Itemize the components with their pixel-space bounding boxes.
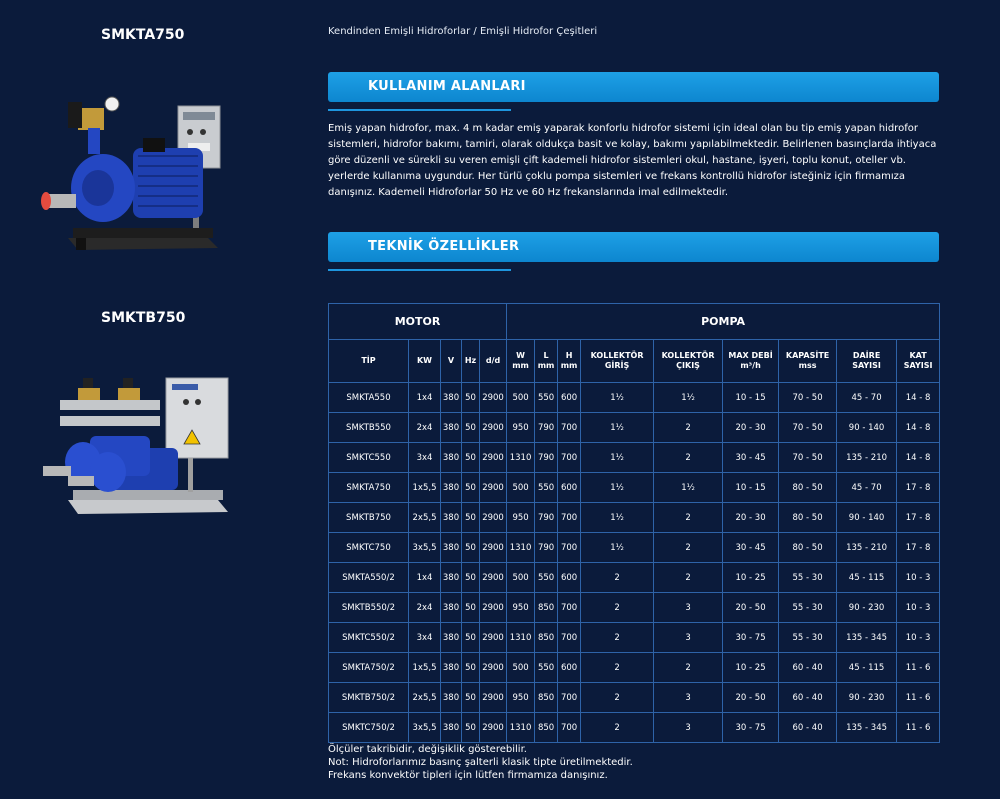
table-cell: 1310 bbox=[507, 713, 535, 743]
usage-section-banner: KULLANIM ALANLARI bbox=[328, 72, 939, 102]
table-cell: 600 bbox=[558, 563, 581, 593]
table-cell: 700 bbox=[558, 533, 581, 563]
table-cell: 20 - 30 bbox=[723, 503, 779, 533]
usage-line: yerlerde kullanıma uygundur. Her türlü çoklu pompa sistemleri ve frekans kontrollü hidrofor isteğiniz için firmamıza bbox=[328, 171, 905, 182]
table-cell: 1½ bbox=[581, 503, 654, 533]
table-cell: 10 - 3 bbox=[897, 593, 940, 623]
table-cell: 950 bbox=[507, 593, 535, 623]
table-cell: 2 bbox=[581, 713, 654, 743]
table-row bbox=[329, 533, 940, 563]
table-cell: 2x5,5 bbox=[409, 683, 441, 713]
column-header bbox=[409, 340, 441, 383]
table-cell: 10 - 25 bbox=[723, 563, 779, 593]
table-cell: 135 - 210 bbox=[837, 443, 897, 473]
table-cell: 790 bbox=[535, 533, 558, 563]
table-cell: 3 bbox=[654, 713, 723, 743]
product-title-smktb750: SMKTB750 bbox=[101, 310, 186, 326]
table-cell: 2 bbox=[581, 653, 654, 683]
table-cell: 80 - 50 bbox=[779, 533, 837, 563]
table-row bbox=[329, 623, 940, 653]
table-cell: 50 bbox=[462, 443, 480, 473]
column-header bbox=[654, 340, 723, 383]
table-cell: 2900 bbox=[480, 713, 507, 743]
table-cell: 2900 bbox=[480, 413, 507, 443]
column-header-label: L bbox=[543, 351, 549, 360]
table-cell: 70 - 50 bbox=[779, 443, 837, 473]
table-cell: 60 - 40 bbox=[779, 653, 837, 683]
table-cell: 45 - 70 bbox=[837, 383, 897, 413]
table-cell: 135 - 345 bbox=[837, 623, 897, 653]
table-cell: 10 - 3 bbox=[897, 563, 940, 593]
table-cell: SMKTB750/2 bbox=[329, 683, 409, 713]
table-cell: 55 - 30 bbox=[779, 623, 837, 653]
table-cell: 380 bbox=[441, 653, 462, 683]
column-header-label: TİP bbox=[361, 356, 376, 365]
column-header-label: Hz bbox=[464, 356, 477, 365]
usage-line: danışınız. Kademeli Hidroforlar 50 Hz ve 60 Hz frekanslarında imal edilmektedir. bbox=[328, 187, 729, 198]
table-cell: 50 bbox=[462, 413, 480, 443]
table-cell: 380 bbox=[441, 413, 462, 443]
table-cell: 70 - 50 bbox=[779, 413, 837, 443]
usage-underline bbox=[328, 109, 511, 111]
table-cell: SMKTB750 bbox=[329, 503, 409, 533]
table-cell: 2900 bbox=[480, 653, 507, 683]
table-cell: 1310 bbox=[507, 443, 535, 473]
table-cell: 11 - 6 bbox=[897, 653, 940, 683]
table-cell: 11 - 6 bbox=[897, 683, 940, 713]
column-header bbox=[480, 340, 507, 383]
column-header bbox=[329, 340, 409, 383]
group-header-pompa: POMPA bbox=[507, 304, 940, 340]
table-cell: 3x5,5 bbox=[409, 533, 441, 563]
column-header bbox=[723, 340, 779, 383]
table-cell: SMKTC750 bbox=[329, 533, 409, 563]
column-header-label: d/d bbox=[485, 356, 501, 365]
table-row bbox=[329, 503, 940, 533]
table-cell: 700 bbox=[558, 683, 581, 713]
tech-section-banner: TEKNİK ÖZELLİKLER bbox=[328, 232, 939, 262]
table-cell: 2900 bbox=[480, 563, 507, 593]
table-cell: 14 - 8 bbox=[897, 443, 940, 473]
table-row bbox=[329, 713, 940, 743]
column-header-label: H bbox=[565, 351, 573, 360]
table-cell: 17 - 8 bbox=[897, 503, 940, 533]
table-cell: 45 - 115 bbox=[837, 653, 897, 683]
table-cell: 90 - 140 bbox=[837, 503, 897, 533]
table-cell: SMKTC750/2 bbox=[329, 713, 409, 743]
table-cell: 500 bbox=[507, 383, 535, 413]
table-row bbox=[329, 563, 940, 593]
table-cell: 60 - 40 bbox=[779, 683, 837, 713]
product-title-smkta750: SMKTA750 bbox=[101, 27, 185, 43]
column-header-unit: SAYISI bbox=[852, 361, 881, 370]
note-line: Ölçüler takribidir, değişiklik gösterebilir. bbox=[328, 744, 527, 755]
column-header-unit: ÇIKIŞ bbox=[676, 361, 700, 370]
table-cell: 50 bbox=[462, 563, 480, 593]
table-cell: 60 - 40 bbox=[779, 713, 837, 743]
table-cell: 3 bbox=[654, 623, 723, 653]
note-line: Frekans konvektör tipleri için lütfen firmamıza danışınız. bbox=[328, 770, 608, 781]
table-cell: 135 - 345 bbox=[837, 713, 897, 743]
table-cell: 135 - 210 bbox=[837, 533, 897, 563]
table-cell: 700 bbox=[558, 593, 581, 623]
table-cell: 3x4 bbox=[409, 443, 441, 473]
table-cell: 1310 bbox=[507, 533, 535, 563]
table-cell: SMKTB550 bbox=[329, 413, 409, 443]
column-header-label: DAİRE bbox=[852, 351, 881, 360]
table-cell: 2 bbox=[654, 503, 723, 533]
table-cell: 10 - 15 bbox=[723, 473, 779, 503]
table-cell: 10 - 3 bbox=[897, 623, 940, 653]
table-cell: 2 bbox=[581, 683, 654, 713]
pump-image-double bbox=[38, 372, 238, 522]
table-cell: 550 bbox=[535, 383, 558, 413]
table-cell: 600 bbox=[558, 383, 581, 413]
column-header-unit: mm bbox=[537, 361, 555, 370]
table-cell: 1½ bbox=[581, 473, 654, 503]
table-row bbox=[329, 413, 940, 443]
table-cell: 45 - 70 bbox=[837, 473, 897, 503]
usage-line: Emiş yapan hidrofor, max. 4 m kadar emiş yaparak konforlu hidrofor sistemi için ideal olan bu tip emiş yapan hidrofor bbox=[328, 123, 918, 134]
usage-line: göre düzenli ve sürekli su veren emişli çift kademeli hidrofor sistemleri okul, hastane, işyeri, toplu konut, oteller vb. bbox=[328, 155, 906, 166]
column-header-label: KOLLEKTÖR bbox=[661, 351, 715, 360]
table-cell: 1x5,5 bbox=[409, 473, 441, 503]
table-cell: 1½ bbox=[581, 383, 654, 413]
table-cell: 30 - 45 bbox=[723, 533, 779, 563]
table-cell: 2 bbox=[654, 443, 723, 473]
table-cell: 700 bbox=[558, 503, 581, 533]
breadcrumb[interactable]: Kendinden Emişli Hidroforlar / Emişli Hidrofor Çeşitleri bbox=[328, 26, 598, 37]
table-cell: SMKTA750 bbox=[329, 473, 409, 503]
column-header bbox=[581, 340, 654, 383]
table-cell: 50 bbox=[462, 653, 480, 683]
column-header bbox=[897, 340, 940, 383]
table-cell: SMKTA550 bbox=[329, 383, 409, 413]
table-cell: 17 - 8 bbox=[897, 533, 940, 563]
table-cell: SMKTB550/2 bbox=[329, 593, 409, 623]
table-cell: 20 - 50 bbox=[723, 593, 779, 623]
table-cell: 380 bbox=[441, 623, 462, 653]
table-cell: 2 bbox=[654, 413, 723, 443]
table-cell: SMKTA550/2 bbox=[329, 563, 409, 593]
table-cell: 850 bbox=[535, 623, 558, 653]
table-cell: 30 - 45 bbox=[723, 443, 779, 473]
table-cell: 700 bbox=[558, 413, 581, 443]
table-cell: 700 bbox=[558, 443, 581, 473]
tech-underline bbox=[328, 269, 511, 271]
table-cell: 2900 bbox=[480, 473, 507, 503]
table-cell: 600 bbox=[558, 653, 581, 683]
column-header-label: KOLLEKTÖR bbox=[590, 351, 644, 360]
table-row bbox=[329, 653, 940, 683]
table-cell: 80 - 50 bbox=[779, 503, 837, 533]
column-header-label: W bbox=[516, 351, 525, 360]
table-cell: 2 bbox=[654, 533, 723, 563]
table-cell: 70 - 50 bbox=[779, 383, 837, 413]
table-cell: 850 bbox=[535, 593, 558, 623]
table-cell: 1x4 bbox=[409, 563, 441, 593]
column-header-label: KW bbox=[416, 356, 433, 365]
table-cell: 50 bbox=[462, 473, 480, 503]
table-cell: 55 - 30 bbox=[779, 563, 837, 593]
column-header bbox=[507, 340, 535, 383]
table-cell: 2900 bbox=[480, 593, 507, 623]
table-cell: 550 bbox=[535, 653, 558, 683]
table-cell: 50 bbox=[462, 623, 480, 653]
table-cell: 50 bbox=[462, 383, 480, 413]
table-cell: 11 - 6 bbox=[897, 713, 940, 743]
table-cell: 2900 bbox=[480, 623, 507, 653]
table-cell: 2900 bbox=[480, 503, 507, 533]
table-cell: 20 - 50 bbox=[723, 683, 779, 713]
table-cell: 10 - 25 bbox=[723, 653, 779, 683]
column-header-label: V bbox=[447, 356, 455, 365]
table-cell: 1½ bbox=[654, 473, 723, 503]
table-cell: 950 bbox=[507, 413, 535, 443]
table-cell: SMKTC550/2 bbox=[329, 623, 409, 653]
table-cell: 790 bbox=[535, 413, 558, 443]
column-header bbox=[779, 340, 837, 383]
table-cell: 1½ bbox=[581, 533, 654, 563]
table-cell: 17 - 8 bbox=[897, 473, 940, 503]
table-cell: 2 bbox=[581, 593, 654, 623]
table-row bbox=[329, 443, 940, 473]
note-line: Not: Hidroforlarımız basınç şalterli klasik tipte üretilmektedir. bbox=[328, 757, 633, 768]
table-row bbox=[329, 383, 940, 413]
table-cell: 2x4 bbox=[409, 413, 441, 443]
column-header-unit: mm bbox=[512, 361, 529, 370]
table-cell: 380 bbox=[441, 383, 462, 413]
column-header bbox=[558, 340, 581, 383]
table-cell: 20 - 30 bbox=[723, 413, 779, 443]
column-header-unit: mss bbox=[798, 361, 817, 370]
table-cell: 80 - 50 bbox=[779, 473, 837, 503]
usage-line: sistemleri, hidrofor bakımı, tamiri, olarak oldukça basit ve kolay, bakımı yapılabilmektedir. Belirlenen basınçlarda ihtiyaca bbox=[328, 139, 937, 150]
table-cell: 380 bbox=[441, 563, 462, 593]
table-cell: 2900 bbox=[480, 443, 507, 473]
table-row bbox=[329, 473, 940, 503]
table-cell: 45 - 115 bbox=[837, 563, 897, 593]
table-cell: 10 - 15 bbox=[723, 383, 779, 413]
table-cell: 950 bbox=[507, 503, 535, 533]
usage-description bbox=[328, 121, 943, 201]
table-cell: 3x5,5 bbox=[409, 713, 441, 743]
table-cell: 50 bbox=[462, 683, 480, 713]
notes bbox=[328, 743, 633, 782]
column-header-label: KAT bbox=[909, 351, 927, 360]
table-cell: 2 bbox=[654, 563, 723, 593]
table-cell: 1½ bbox=[581, 443, 654, 473]
table-cell: 380 bbox=[441, 473, 462, 503]
spec-table bbox=[328, 303, 940, 743]
table-row bbox=[329, 593, 940, 623]
table-cell: 850 bbox=[535, 713, 558, 743]
table-cell: 550 bbox=[535, 473, 558, 503]
table-cell: 790 bbox=[535, 503, 558, 533]
table-row bbox=[329, 683, 940, 713]
table-cell: 500 bbox=[507, 473, 535, 503]
table-cell: 2900 bbox=[480, 533, 507, 563]
column-header bbox=[462, 340, 480, 383]
table-cell: 850 bbox=[535, 683, 558, 713]
table-cell: 2 bbox=[581, 563, 654, 593]
table-cell: 2900 bbox=[480, 383, 507, 413]
table-cell: 1x5,5 bbox=[409, 653, 441, 683]
table-cell: 500 bbox=[507, 563, 535, 593]
table-cell: 790 bbox=[535, 443, 558, 473]
table-cell: 90 - 230 bbox=[837, 593, 897, 623]
table-cell: 2 bbox=[581, 623, 654, 653]
table-cell: 550 bbox=[535, 563, 558, 593]
table-cell: 1310 bbox=[507, 623, 535, 653]
column-header-label: MAX DEBİ bbox=[728, 351, 773, 360]
column-header bbox=[837, 340, 897, 383]
table-cell: 380 bbox=[441, 713, 462, 743]
table-cell: 14 - 8 bbox=[897, 383, 940, 413]
table-cell: 700 bbox=[558, 623, 581, 653]
table-cell: 380 bbox=[441, 683, 462, 713]
table-cell: 3 bbox=[654, 593, 723, 623]
table-cell: 380 bbox=[441, 443, 462, 473]
table-cell: 55 - 30 bbox=[779, 593, 837, 623]
table-cell: 30 - 75 bbox=[723, 623, 779, 653]
column-header bbox=[535, 340, 558, 383]
column-header-unit: mm bbox=[560, 361, 578, 370]
column-header-unit: m³/h bbox=[740, 361, 761, 370]
column-header-unit: GİRİŞ bbox=[604, 361, 630, 370]
table-cell: 50 bbox=[462, 533, 480, 563]
table-cell: 1½ bbox=[654, 383, 723, 413]
table-cell: 14 - 8 bbox=[897, 413, 940, 443]
table-cell: 2900 bbox=[480, 683, 507, 713]
table-cell: 950 bbox=[507, 683, 535, 713]
column-header-unit: SAYISI bbox=[903, 361, 933, 370]
table-cell: SMKTA750/2 bbox=[329, 653, 409, 683]
table-cell: 50 bbox=[462, 503, 480, 533]
table-cell: 3 bbox=[654, 683, 723, 713]
table-cell: 380 bbox=[441, 533, 462, 563]
table-cell: 2x5,5 bbox=[409, 503, 441, 533]
table-cell: 50 bbox=[462, 713, 480, 743]
table-cell: 90 - 230 bbox=[837, 683, 897, 713]
table-cell: 3x4 bbox=[409, 623, 441, 653]
table-cell: 600 bbox=[558, 473, 581, 503]
table-cell: 500 bbox=[507, 653, 535, 683]
group-header-motor: MOTOR bbox=[329, 304, 507, 340]
table-cell: 2 bbox=[654, 653, 723, 683]
table-cell: 90 - 140 bbox=[837, 413, 897, 443]
table-cell: 380 bbox=[441, 593, 462, 623]
table-cell: 30 - 75 bbox=[723, 713, 779, 743]
table-cell: 1½ bbox=[581, 413, 654, 443]
table-cell: 1x4 bbox=[409, 383, 441, 413]
table-cell: 2x4 bbox=[409, 593, 441, 623]
table-cell: SMKTC550 bbox=[329, 443, 409, 473]
table-cell: 700 bbox=[558, 713, 581, 743]
table-cell: 50 bbox=[462, 593, 480, 623]
table-cell: 380 bbox=[441, 503, 462, 533]
column-header-label: KAPASİTE bbox=[785, 351, 830, 360]
pump-image-single bbox=[38, 88, 238, 258]
column-header bbox=[441, 340, 462, 383]
